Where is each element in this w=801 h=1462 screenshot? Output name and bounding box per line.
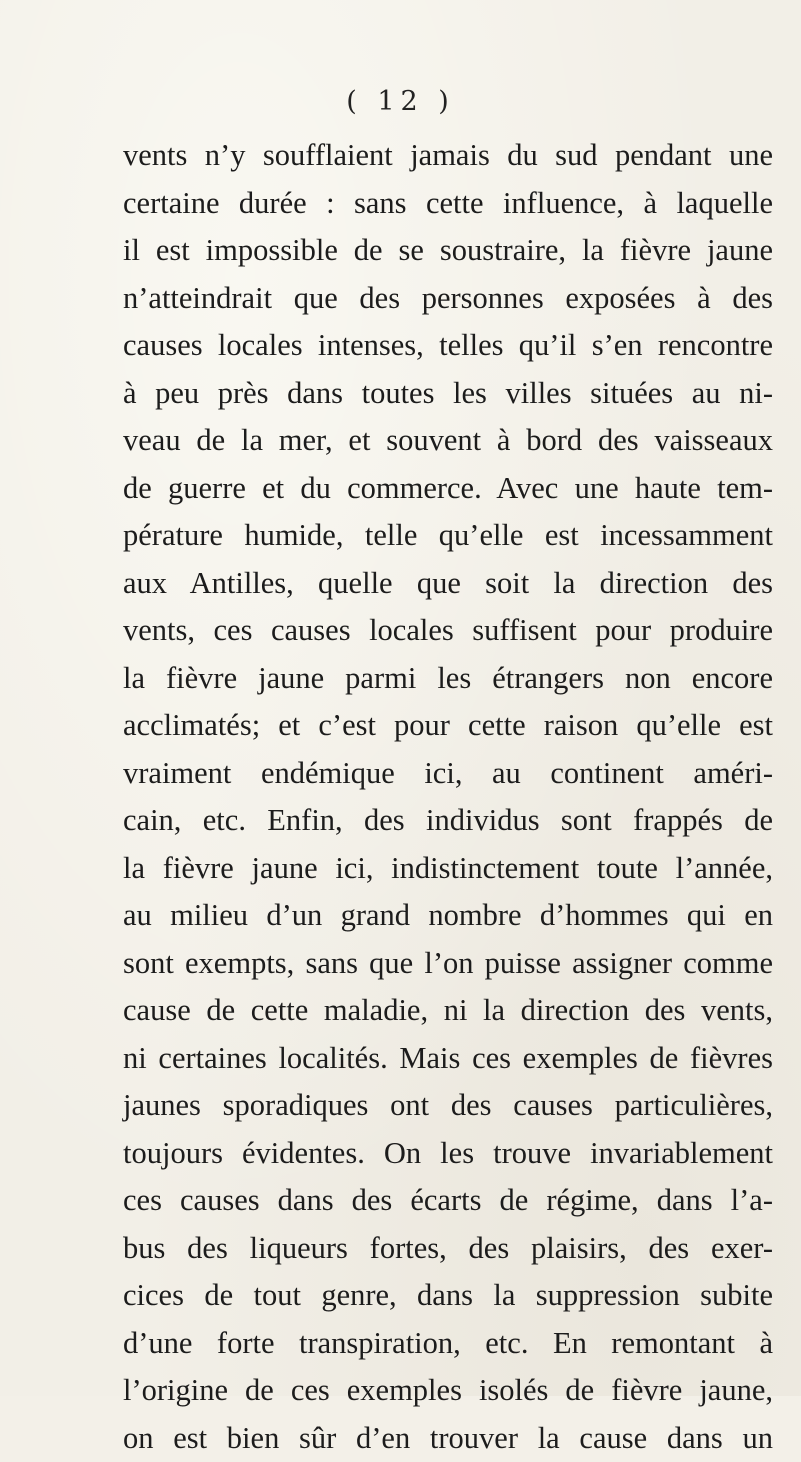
text-line-14: vraiment endémique ici, au continent améri- bbox=[123, 750, 773, 798]
text-line-26: d’une forte transpiration, etc. En remontant à bbox=[123, 1320, 773, 1368]
text-line-7: veau de la mer, et souvent à bord des vaisseaux bbox=[123, 417, 773, 465]
text-line-4: n’atteindrait que des personnes exposées à des bbox=[123, 275, 773, 323]
text-line-2: certaine durée : sans cette influence, à laquelle bbox=[123, 180, 773, 228]
text-line-8: de guerre et du commerce. Avec une haute tem- bbox=[123, 465, 773, 513]
text-line-25: cices de tout genre, dans la suppression subite bbox=[123, 1272, 773, 1320]
text-line-16: la fièvre jaune ici, indistinctement toute l’année, bbox=[123, 845, 773, 893]
text-line-27: l’origine de ces exemples isolés de fièvre jaune, bbox=[123, 1367, 773, 1415]
text-line-21: jaunes sporadiques ont des causes particulières, bbox=[123, 1082, 773, 1130]
text-line-12: la fièvre jaune parmi les étrangers non encore bbox=[123, 655, 773, 703]
text-line-11: vents, ces causes locales suffisent pour produire bbox=[123, 607, 773, 655]
text-line-15: cain, etc. Enfin, des individus sont frappés de bbox=[123, 797, 773, 845]
text-line-19: cause de cette maladie, ni la direction des vents, bbox=[123, 987, 773, 1035]
text-line-1: vents n’y soufflaient jamais du sud pendant une bbox=[123, 132, 773, 180]
text-line-28: on est bien sûr d’en trouver la cause dans un bbox=[123, 1415, 773, 1462]
text-line-5: causes locales intenses, telles qu’il s’en rencontre bbox=[123, 322, 773, 370]
text-line-13: acclimatés; et c’est pour cette raison qu’elle est bbox=[123, 702, 773, 750]
text-line-22: toujours évidentes. On les trouve invariablement bbox=[123, 1130, 773, 1178]
body-text bbox=[123, 132, 773, 1462]
text-line-10: aux Antilles, quelle que soit la direction des bbox=[123, 560, 773, 608]
text-line-6: à peu près dans toutes les villes situées au ni- bbox=[123, 370, 773, 418]
text-line-3: il est impossible de se soustraire, la fièvre jaune bbox=[123, 227, 773, 275]
text-line-20: ni certaines localités. Mais ces exemples de fièvres bbox=[123, 1035, 773, 1083]
text-line-9: pérature humide, telle qu’elle est incessamment bbox=[123, 512, 773, 560]
text-line-17: au milieu d’un grand nombre d’hommes qui en bbox=[123, 892, 773, 940]
page-number: ( 12 ) bbox=[0, 86, 801, 117]
text-line-18: sont exempts, sans que l’on puisse assigner comme bbox=[123, 940, 773, 988]
text-line-23: ces causes dans des écarts de régime, dans l’a- bbox=[123, 1177, 773, 1225]
text-line-24: bus des liqueurs fortes, des plaisirs, des exer- bbox=[123, 1225, 773, 1273]
